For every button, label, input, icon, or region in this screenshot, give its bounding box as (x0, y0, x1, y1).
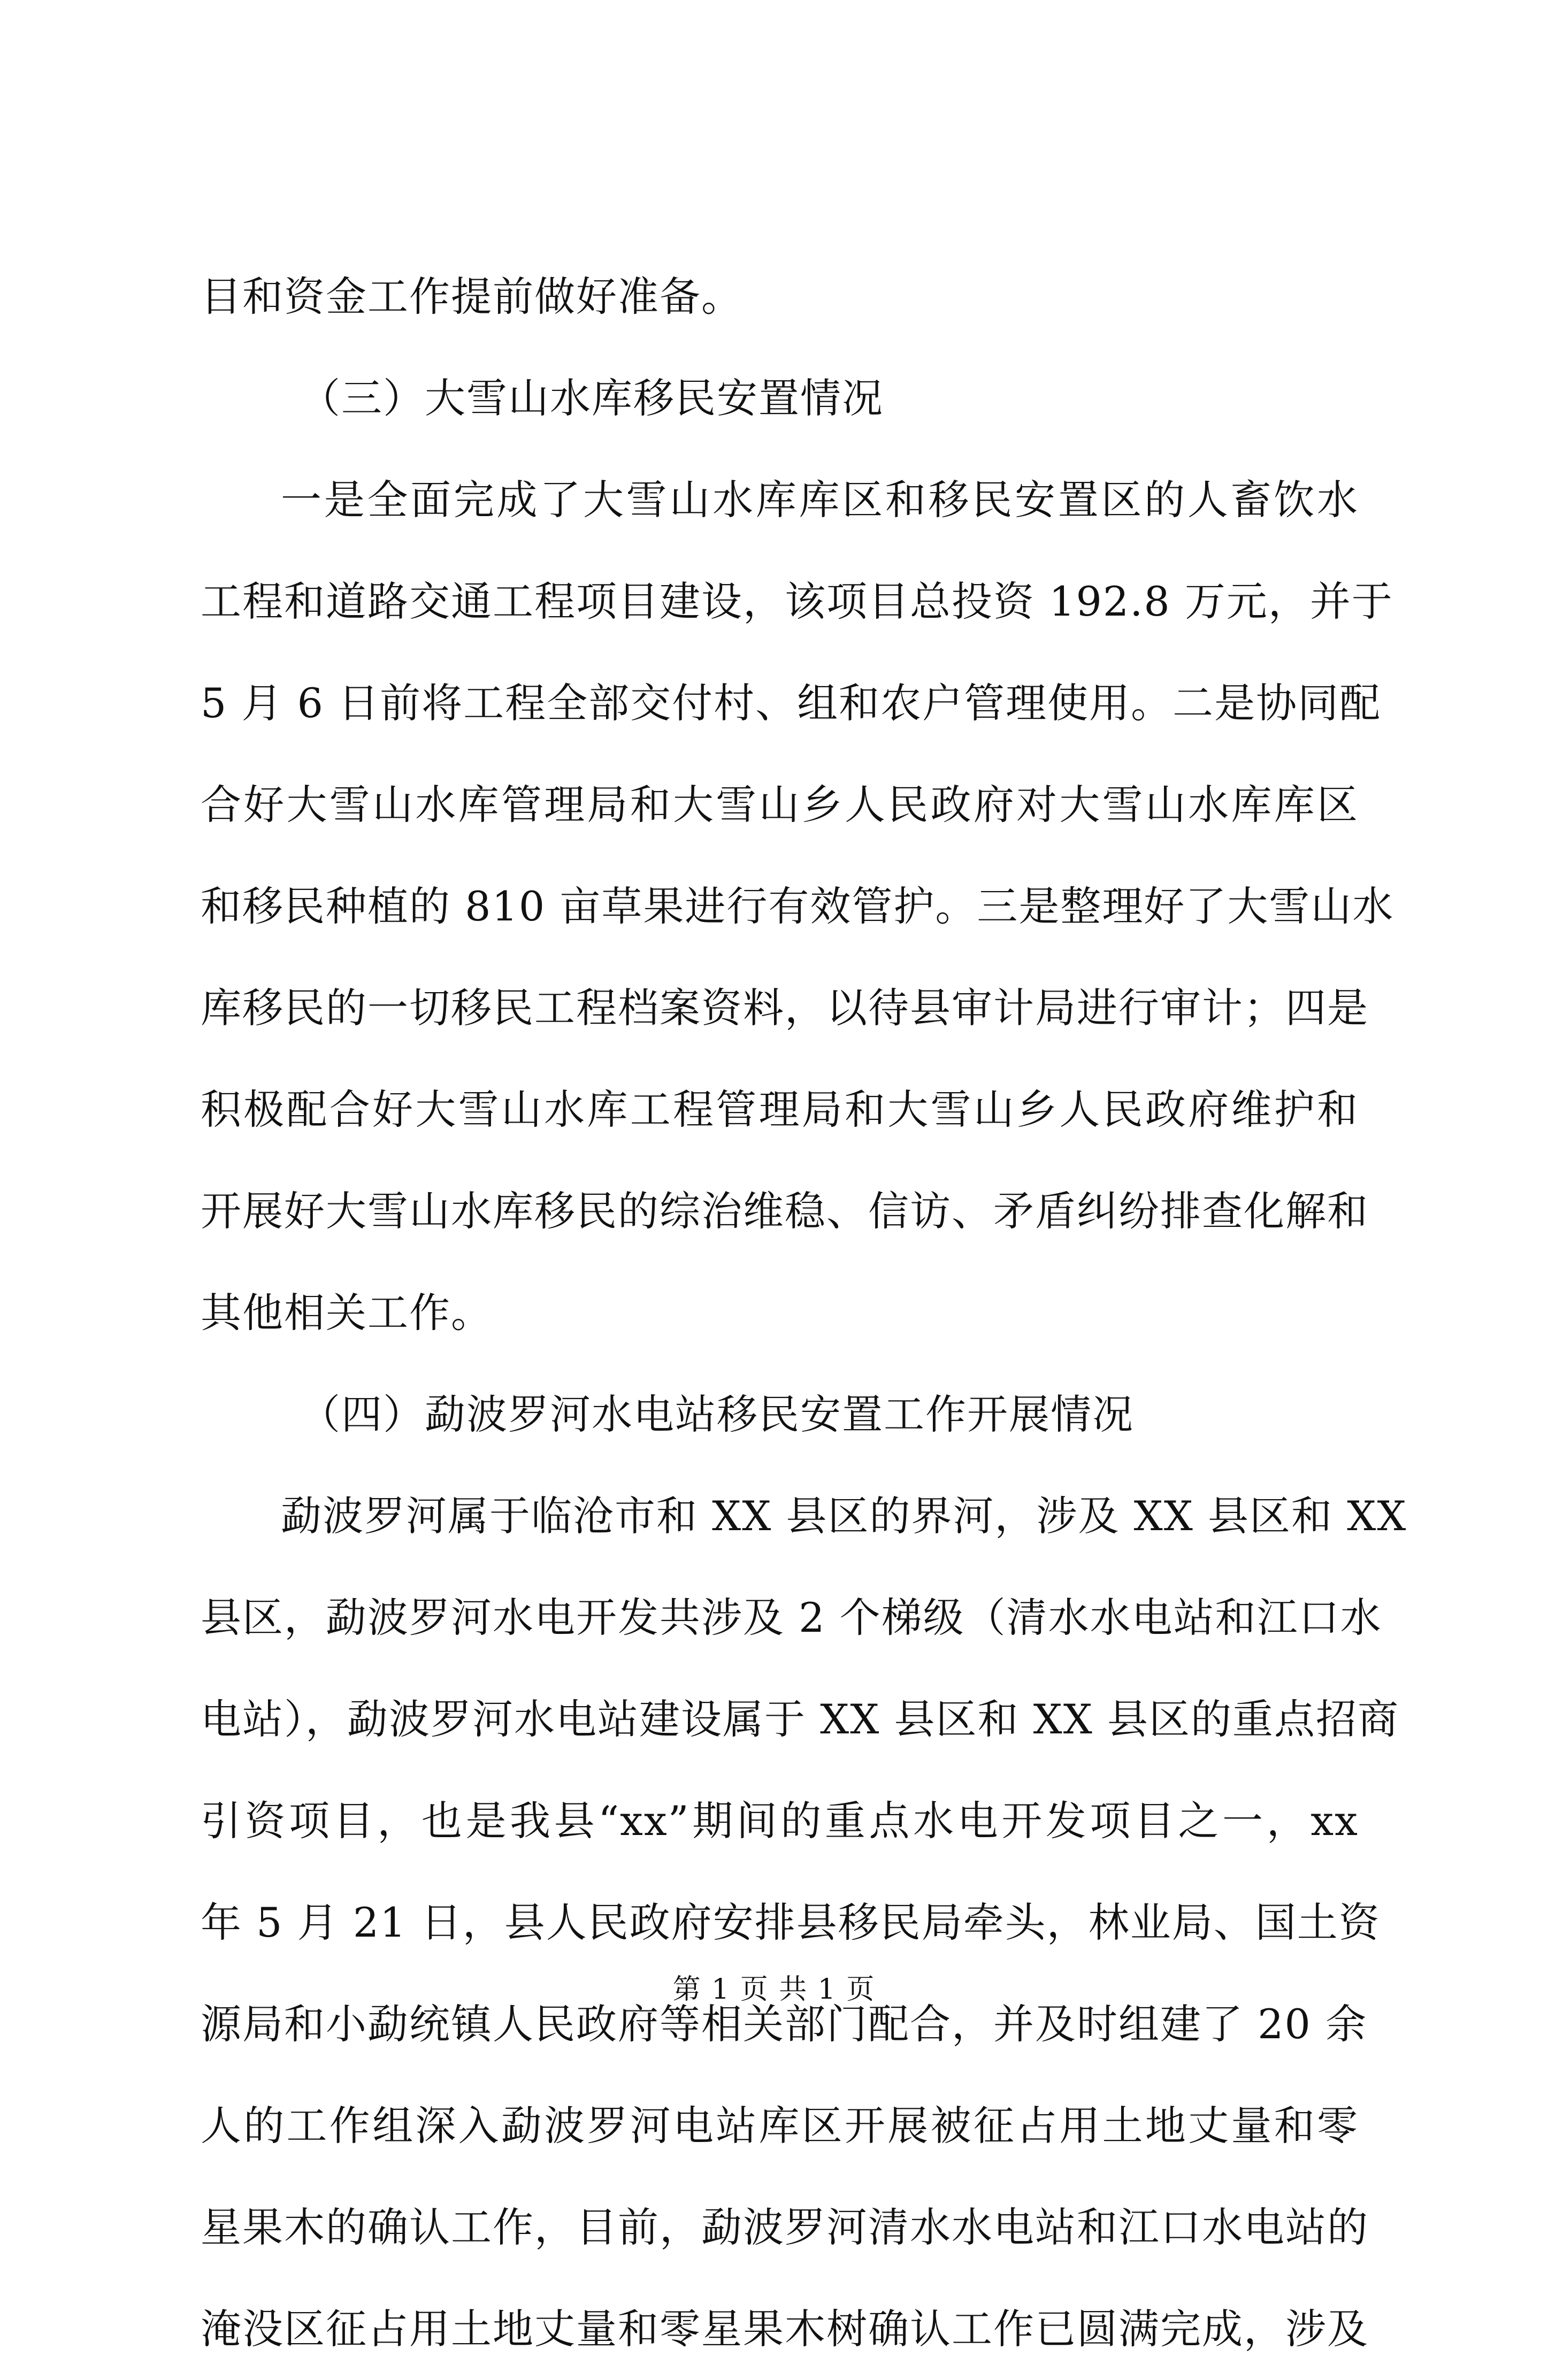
page-footer: 第 1 页 共 1 页 (672, 1974, 876, 2006)
document-body (201, 246, 1407, 2380)
text-line: 开展好大雪山水库移民的综治维稳、信访、矛盾纠纷排查化解和 (201, 1187, 1369, 1235)
text-line: 星果木的确认工作，目前，勐波罗河清水水电站和江口水电站的 (201, 2204, 1369, 2251)
text-line: 县区，勐波罗河水电开发共涉及 2 个梯级（清水水电站和江口水 (201, 1594, 1382, 1641)
text-line: 淹没区征占用土地丈量和零星果木树确认工作已圆满完成，涉及 (201, 2305, 1369, 2353)
section-heading: （三）大雪山水库移民安置情况 (300, 374, 884, 422)
text-line: 工程和道路交通工程项目建设，该项目总投资 192.8 万元，并于 (201, 578, 1393, 625)
text-line: 电站），勐波罗河水电站建设属于 XX 县区和 XX 县区的重点招商 (201, 1695, 1400, 1743)
text-line: 源局和小勐统镇人民政府等相关部门配合，并及时组建了 20 余 (201, 2000, 1368, 2048)
text-line: 其他相关工作。 (201, 1289, 493, 1337)
text-line: 积极配合好大雪山水库工程管理局和大雪山乡人民政府维护和 (201, 1086, 1359, 1133)
text-line: 目和资金工作提前做好准备。 (201, 273, 743, 320)
text-line: 5 月 6 日前将工程全部交付村、组和农户管理使用。二是协同配 (201, 679, 1382, 727)
text-line: 年 5 月 21 日，县人民政府安排县移民局牵头，林业局、国土资 (201, 1899, 1381, 1946)
text-line: 和移民种植的 810 亩草果进行有效管护。三是整理好了大雪山水 (201, 882, 1394, 930)
section-heading: （四）勐波罗河水电站移民安置工作开展情况 (300, 1391, 1134, 1438)
paragraph-first-line: 一是全面完成了大雪山水库库区和移民安置区的人畜饮水 (281, 476, 1359, 524)
paragraph-first-line: 勐波罗河属于临沧市和 XX 县区的界河，涉及 XX 县区和 XX (281, 1492, 1407, 1540)
text-line: 库移民的一切移民工程档案资料，以待县审计局进行审计；四是 (201, 984, 1369, 1032)
text-line: 引资项目，也是我县“xx”期间的重点水电开发项目之一，xx (201, 1797, 1359, 1845)
text-line: 人的工作组深入勐波罗河电站库区开展被征占用土地丈量和零 (201, 2102, 1359, 2149)
text-line: 合好大雪山水库管理局和大雪山乡人民政府对大雪山水库库区 (201, 781, 1359, 828)
